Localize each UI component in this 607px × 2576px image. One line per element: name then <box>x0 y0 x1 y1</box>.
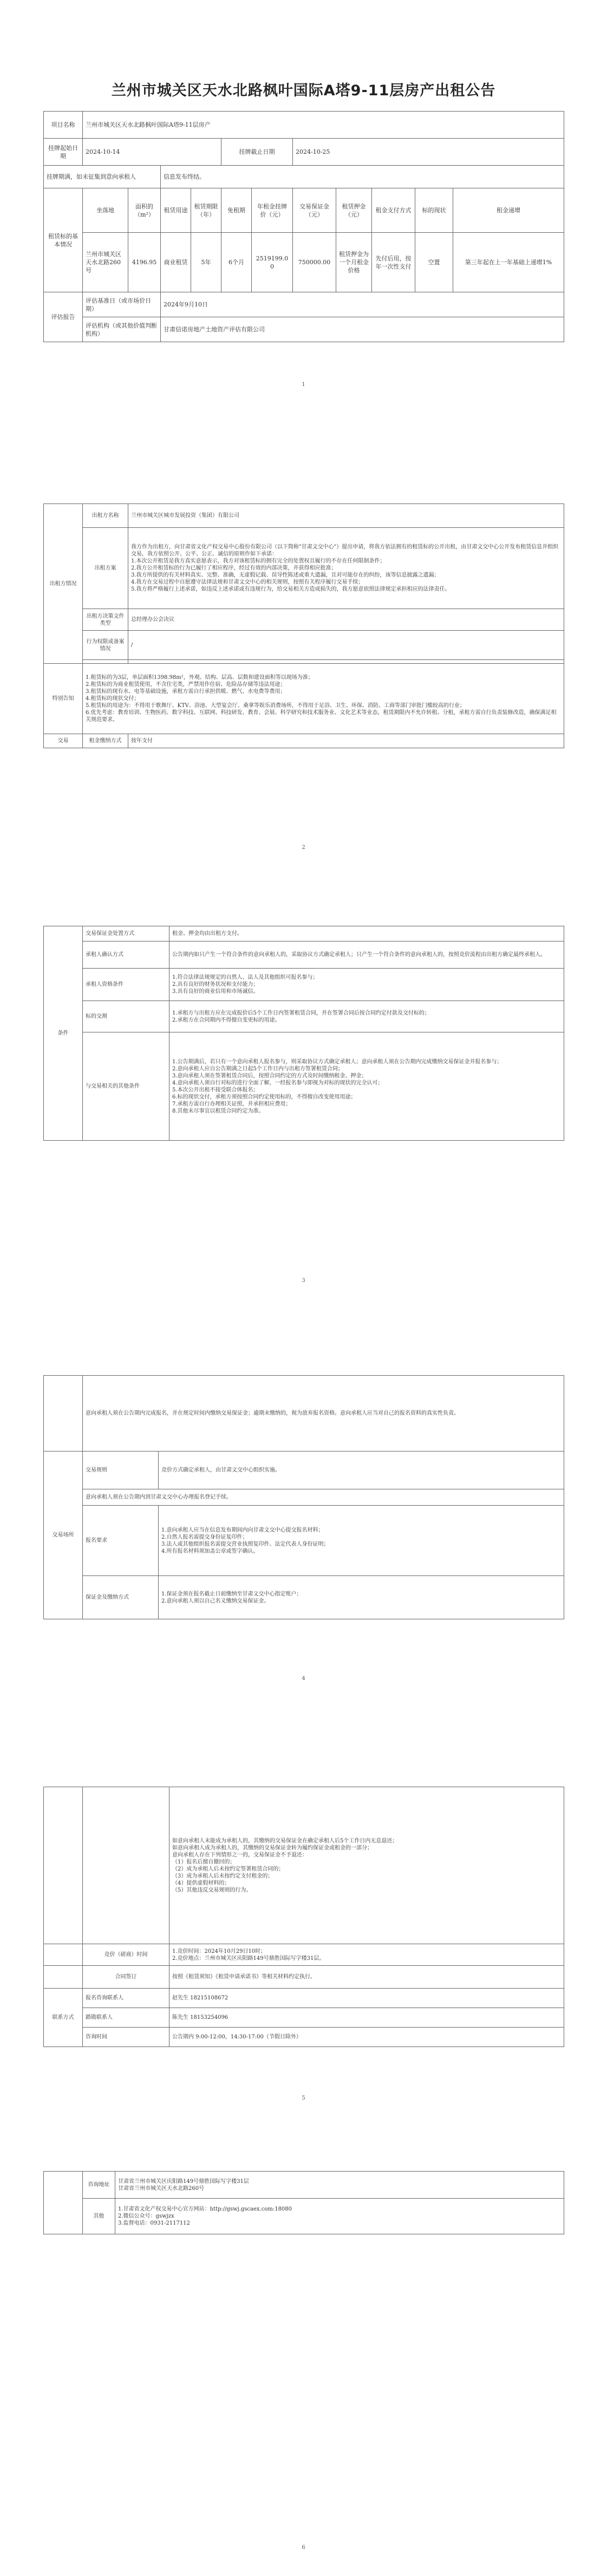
intro-value: 意向承租人须在公告期内完成报名，并在规定时间内缴纳交易保证金；逾期未缴纳的，视为放弃报名资格。意向承租人应当对自己的报名资料的真实性负责。 <box>83 1376 564 1452</box>
other-value: 1.甘肃省文化产权交易中心官方网站：http://gswj.gscaex.com:18080 2.微信公众号：gswjzx 3.监督电话：0931-2117112 <box>115 2199 564 2234</box>
table-cell: 商业租赁 <box>161 233 191 292</box>
end-date: 2024-10-25 <box>293 139 564 166</box>
pay-value: 按年支付 <box>128 734 564 748</box>
person2-value: 陈先生 18153254096 <box>169 2008 564 2028</box>
intent-value: 公告期内如只产生一个符合条件的意向承租人的，采取协议方式确定承租人；只产生一个符合条件的意向承租人的，按照竞价流程由出租方确定最终承租人。 <box>169 942 564 969</box>
rules-label: 交易规则 <box>83 1452 159 1489</box>
decision-label: 出租方决策文件类型 <box>83 609 128 631</box>
time-value: 1.竞价时间：2024年10月29日10时； 2.竞价地点：兰州市城关区庆阳路149号鼎胜国际写字楼31层。 <box>169 1944 564 1966</box>
method-label: 交易保证金处置方式 <box>83 926 169 942</box>
hours-value: 公告期内 9:00-12:00，14:30-17:00（节假日除外） <box>169 2028 564 2047</box>
col-header: 租金递增 <box>453 188 564 233</box>
page-4 <box>43 1375 564 1619</box>
page-title: 兰州市城关区天水北路枫叶国际A塔9-11层房产出租公告 <box>111 82 496 99</box>
page-2 <box>43 504 564 748</box>
trade-label: 交易 <box>44 734 83 748</box>
info-table-5 <box>43 1787 564 2047</box>
person2-label: 踏勘联系人 <box>83 2008 169 2028</box>
extend-value: 信息发布终结。 <box>161 166 564 188</box>
page-number: 1 <box>302 382 305 388</box>
table-cell: 空置 <box>415 233 453 292</box>
extend-label: 挂牌期满，如未征集到意向承租人 <box>44 166 161 188</box>
eval-date: 2024年9月10日 <box>161 292 564 317</box>
page-number: 4 <box>302 1676 305 1682</box>
table-cell: 6个月 <box>221 233 252 292</box>
priority-value: / <box>128 631 564 660</box>
col-header: 租赁用途 <box>161 188 191 233</box>
other-label: 其他 <box>83 2199 115 2234</box>
page-number: 2 <box>302 845 305 851</box>
table-cell: 先付后用，按年一次性支付 <box>372 233 415 292</box>
start-date-label: 挂牌起始日期 <box>44 139 83 166</box>
addr-value: 甘肃省兰州市城关区庆阳路149号鼎胜国际写字楼31层 甘肃省兰州市城关区天水北路260号 <box>115 2172 564 2199</box>
reg-value: 意向承租人须在公告期内到甘肃文交中心办理报名登记手续。 <box>83 1489 564 1506</box>
priority-label: 行为权限或备案情况 <box>83 631 128 660</box>
docs-label: 标的交割 <box>83 1001 169 1032</box>
intent-label: 承租人确认方式 <box>83 942 169 969</box>
page-number: 3 <box>302 1278 305 1284</box>
project-name-label: 项目名称 <box>44 112 83 139</box>
special-value: 1.租赁标的为3层，单层面积1398.98m²，外观、结构、层高、层数和建设面积等以现场为准； 2.租赁标的为商业租赁使用，不含住宅类，严禁用作住宿、危险品存储等违法用途； 3.租赁标的现有水、电等基础设施，承租方需自行承担供暖、燃气、水电费等费用； 4.租赁标的现状交付； 5.租赁标的用途为：不得用于歌舞厅、KTV、浴池、大型宴会厅、桑拿等娱乐消费场所，不得用于足浴、卫生、环保、消防、工商等部门审批门槛较高的行业； 6.优先考虑：教育培训、生物医药、数字科技、互联网、科技研发、教育、会展、科学研究和技术服务业、文化艺术等业态，租赁期限内不允许转租、分租，承租方需自行负责装修改造，确保满足相关规范要求。 <box>83 664 564 734</box>
table-cell: 5年 <box>191 233 221 292</box>
addr-label: 咨询地址 <box>83 2172 115 2199</box>
reg-req-label: 报名要求 <box>83 1506 159 1576</box>
rules-value: 竞价方式确定承租人，由甘肃文交中心组织实施。 <box>159 1452 564 1489</box>
hours-label: 咨询时间 <box>83 2028 169 2047</box>
lessor-section-label: 出租方情况 <box>44 504 83 664</box>
info-table-4 <box>43 1375 564 1619</box>
project-name: 兰州市城关区天水北路枫叶国际A塔9-11层房产 <box>83 112 564 139</box>
contact-label: 联系方式 <box>44 1989 83 2047</box>
end-date-label: 挂牌截止日期 <box>221 139 293 166</box>
contract-label: 合同签订 <box>83 1966 169 1989</box>
reg-req-value: 1.意向承租人应当在信息发布期间内向甘肃文交中心提交报名材料； 2.自然人报名需提交身份证复印件； 3.法人或其他组织报名需提交营业执照复印件、法定代表人身份证明； 4.所有报名材料须加盖公章或签字确认。 <box>159 1506 564 1576</box>
info-table-3 <box>43 926 564 1141</box>
body-value: 如意向承租人未能成为承租人的，其缴纳的交易保证金在确定承租人后5个工作日内无息退还； 如意向承租人成为承租人的，其缴纳的交易保证金转为履约保证金或租金的一部分； 意向承租人存在下列情形之一的，交易保证金不予退还： （1）报名后擅自撤回的； （2）成为承租人后未按约定签署租赁合同的； （3）成为承租人后未按约定支付租金的； （4）提供虚假材料的； （5）其他违反交易规则的行为。 <box>169 1787 564 1944</box>
table-cell: 750000.00 <box>293 233 336 292</box>
col-header: 面积的（m²） <box>128 188 161 233</box>
decision-value: 总经理办公会决议 <box>128 609 564 631</box>
col-header: 标的现状 <box>415 188 453 233</box>
info-table-6 <box>43 2171 564 2234</box>
deposit-label: 保证金及缴纳方式 <box>83 1576 159 1619</box>
deposit-value: 1.保证金须在报名截止日前缴纳至甘肃文交中心指定账户； 2.意向承租人须以自己名义缴纳交易保证金。 <box>159 1576 564 1619</box>
eval-org: 甘肃信诺房地产土地资产评估有限公司 <box>161 317 564 342</box>
method-value: 租金、押金均由出租方支付。 <box>169 926 564 942</box>
person-value: 赵先生 18215108672 <box>169 1989 564 2008</box>
contract-value: 按照《租赁须知》《租赁申请承诺书》等相关材料约定执行。 <box>169 1966 564 1989</box>
info-table-2 <box>43 504 564 748</box>
col-header: 租赁期限（年） <box>191 188 221 233</box>
lessor-value: 兰州市城关区城市发展投资（集团）有限公司 <box>128 504 564 528</box>
eval-label: 评估报告 <box>44 292 83 342</box>
col-header: 租赁押金（元） <box>336 188 372 233</box>
eval-date-label: 评估基准日（或市场价日期） <box>83 292 161 317</box>
other-label: 与交易相关的其他条件 <box>83 1032 169 1141</box>
page-3 <box>43 926 564 1141</box>
table-cell: 2519199.00 <box>252 233 293 292</box>
table-cell: 4196.95 <box>128 233 161 292</box>
plan-value: 我方作为出租方，向甘肃省文化产权交易中心股份有限公司（以下简称"甘肃文交中心"）提出申请，将我方依法拥有的租赁标的公开出租，由甘肃文交中心公开发布租赁信息并组织交易，我方依照公开、公平、公正、诚信的原则作如下承诺： 1.本次公开租赁是我方真实意愿表示，我方对该租赁标的拥有完全的处置权且履行的不存在任何限制条件； 2.我方公开租赁标的行为已履行了相应程序，经过有效的内部决策，并获得相应批准； 3.我方所提供的有关材料真实、完整、准确，无虚假记载、误导性陈述或重大遗漏，且对可能存在的纠纷，该等信息披露之遗漏； 4.我方在交易过程中自愿遵守法律法规和甘肃文交中心的相关规则，按照有关程序履行交易手续； 5.我方将严格履行上述承诺，如违反上述承诺或有违规行为，给交易相关方造成损失的，我方愿意依照法律规定承担相应的法律责任。 <box>128 528 564 609</box>
info-table-1 <box>43 111 564 342</box>
place-label: 交易场所 <box>44 1452 83 1619</box>
col-header: 免租期 <box>221 188 252 233</box>
special-label: 特别告知 <box>44 664 83 734</box>
start-date: 2024-10-14 <box>83 139 221 166</box>
plan-label: 出租方案 <box>83 528 128 609</box>
qual-value: 1.符合法律法规规定的自然人、法人及其他组织可报名参与； 2.具有良好的财务状况和支付能力； 3.具有良好的商业信用和市场诚信。 <box>169 969 564 1001</box>
person-label: 报名咨询联系人 <box>83 1989 169 2008</box>
table-cell: 第三年起在上一年基础上递增1% <box>453 233 564 292</box>
other-value: 1.公告期满后，若只有一个意向承租人报名参与，则采取协议方式确定承租人；意向承租人须在公告期内完成缴纳交易保证金并报名参与； 2.意向承租人应自公告期满之日起5个工作日内与出租方签署租赁合同； 3.意向承租人须在签署租赁合同后，按照合同约定的方式及时间缴纳租金、押金； 4.意向承租人须自行对标的进行全面了解，一经报名参与即视为对标的现状的完全认可； 5.本次公开出租不接受联合体报名； 6.标的现状交付，承租方须按照合同约定使用标的，不得擅自改变使用用途； 7.承租方需自行办理相关证照，并承担相应费用； 8.其他未尽事宜以租赁合同约定为准。 <box>169 1032 564 1141</box>
table-cell: 租赁押金为一个月租金价格 <box>336 233 372 292</box>
eval-org-label: 评估机构（或其他价值判断机构） <box>83 317 161 342</box>
pay-label: 租金缴纳方式 <box>83 734 128 748</box>
docs-value: 1.承租方与出租方应在完成报价后5个工作日内签署租赁合同，并在签署合同后按合同约定付款及交付标的； 2.承租方在合同期内不得擅自变更标的用途。 <box>169 1001 564 1032</box>
lessor-label: 出租方名称 <box>83 504 128 528</box>
page-number: 6 <box>302 2545 305 2551</box>
basic-label: 租赁标的基本情况 <box>44 188 83 292</box>
col-header: 坐落地 <box>83 188 128 233</box>
time-label: 竞价（磋商）时间 <box>83 1944 169 1966</box>
page-5 <box>43 1787 564 2047</box>
page-number: 5 <box>302 2095 305 2101</box>
col-header: 年租金挂牌价（元） <box>252 188 293 233</box>
col-header: 租金支付方式 <box>372 188 415 233</box>
col-header: 交易保证金（元） <box>293 188 336 233</box>
table-cell: 兰州市城关区天水北路260号 <box>83 233 128 292</box>
cond-label: 条件 <box>44 926 83 1141</box>
page-1 <box>43 111 564 342</box>
qual-label: 承租人资格条件 <box>83 969 169 1001</box>
page-6 <box>43 2171 564 2234</box>
